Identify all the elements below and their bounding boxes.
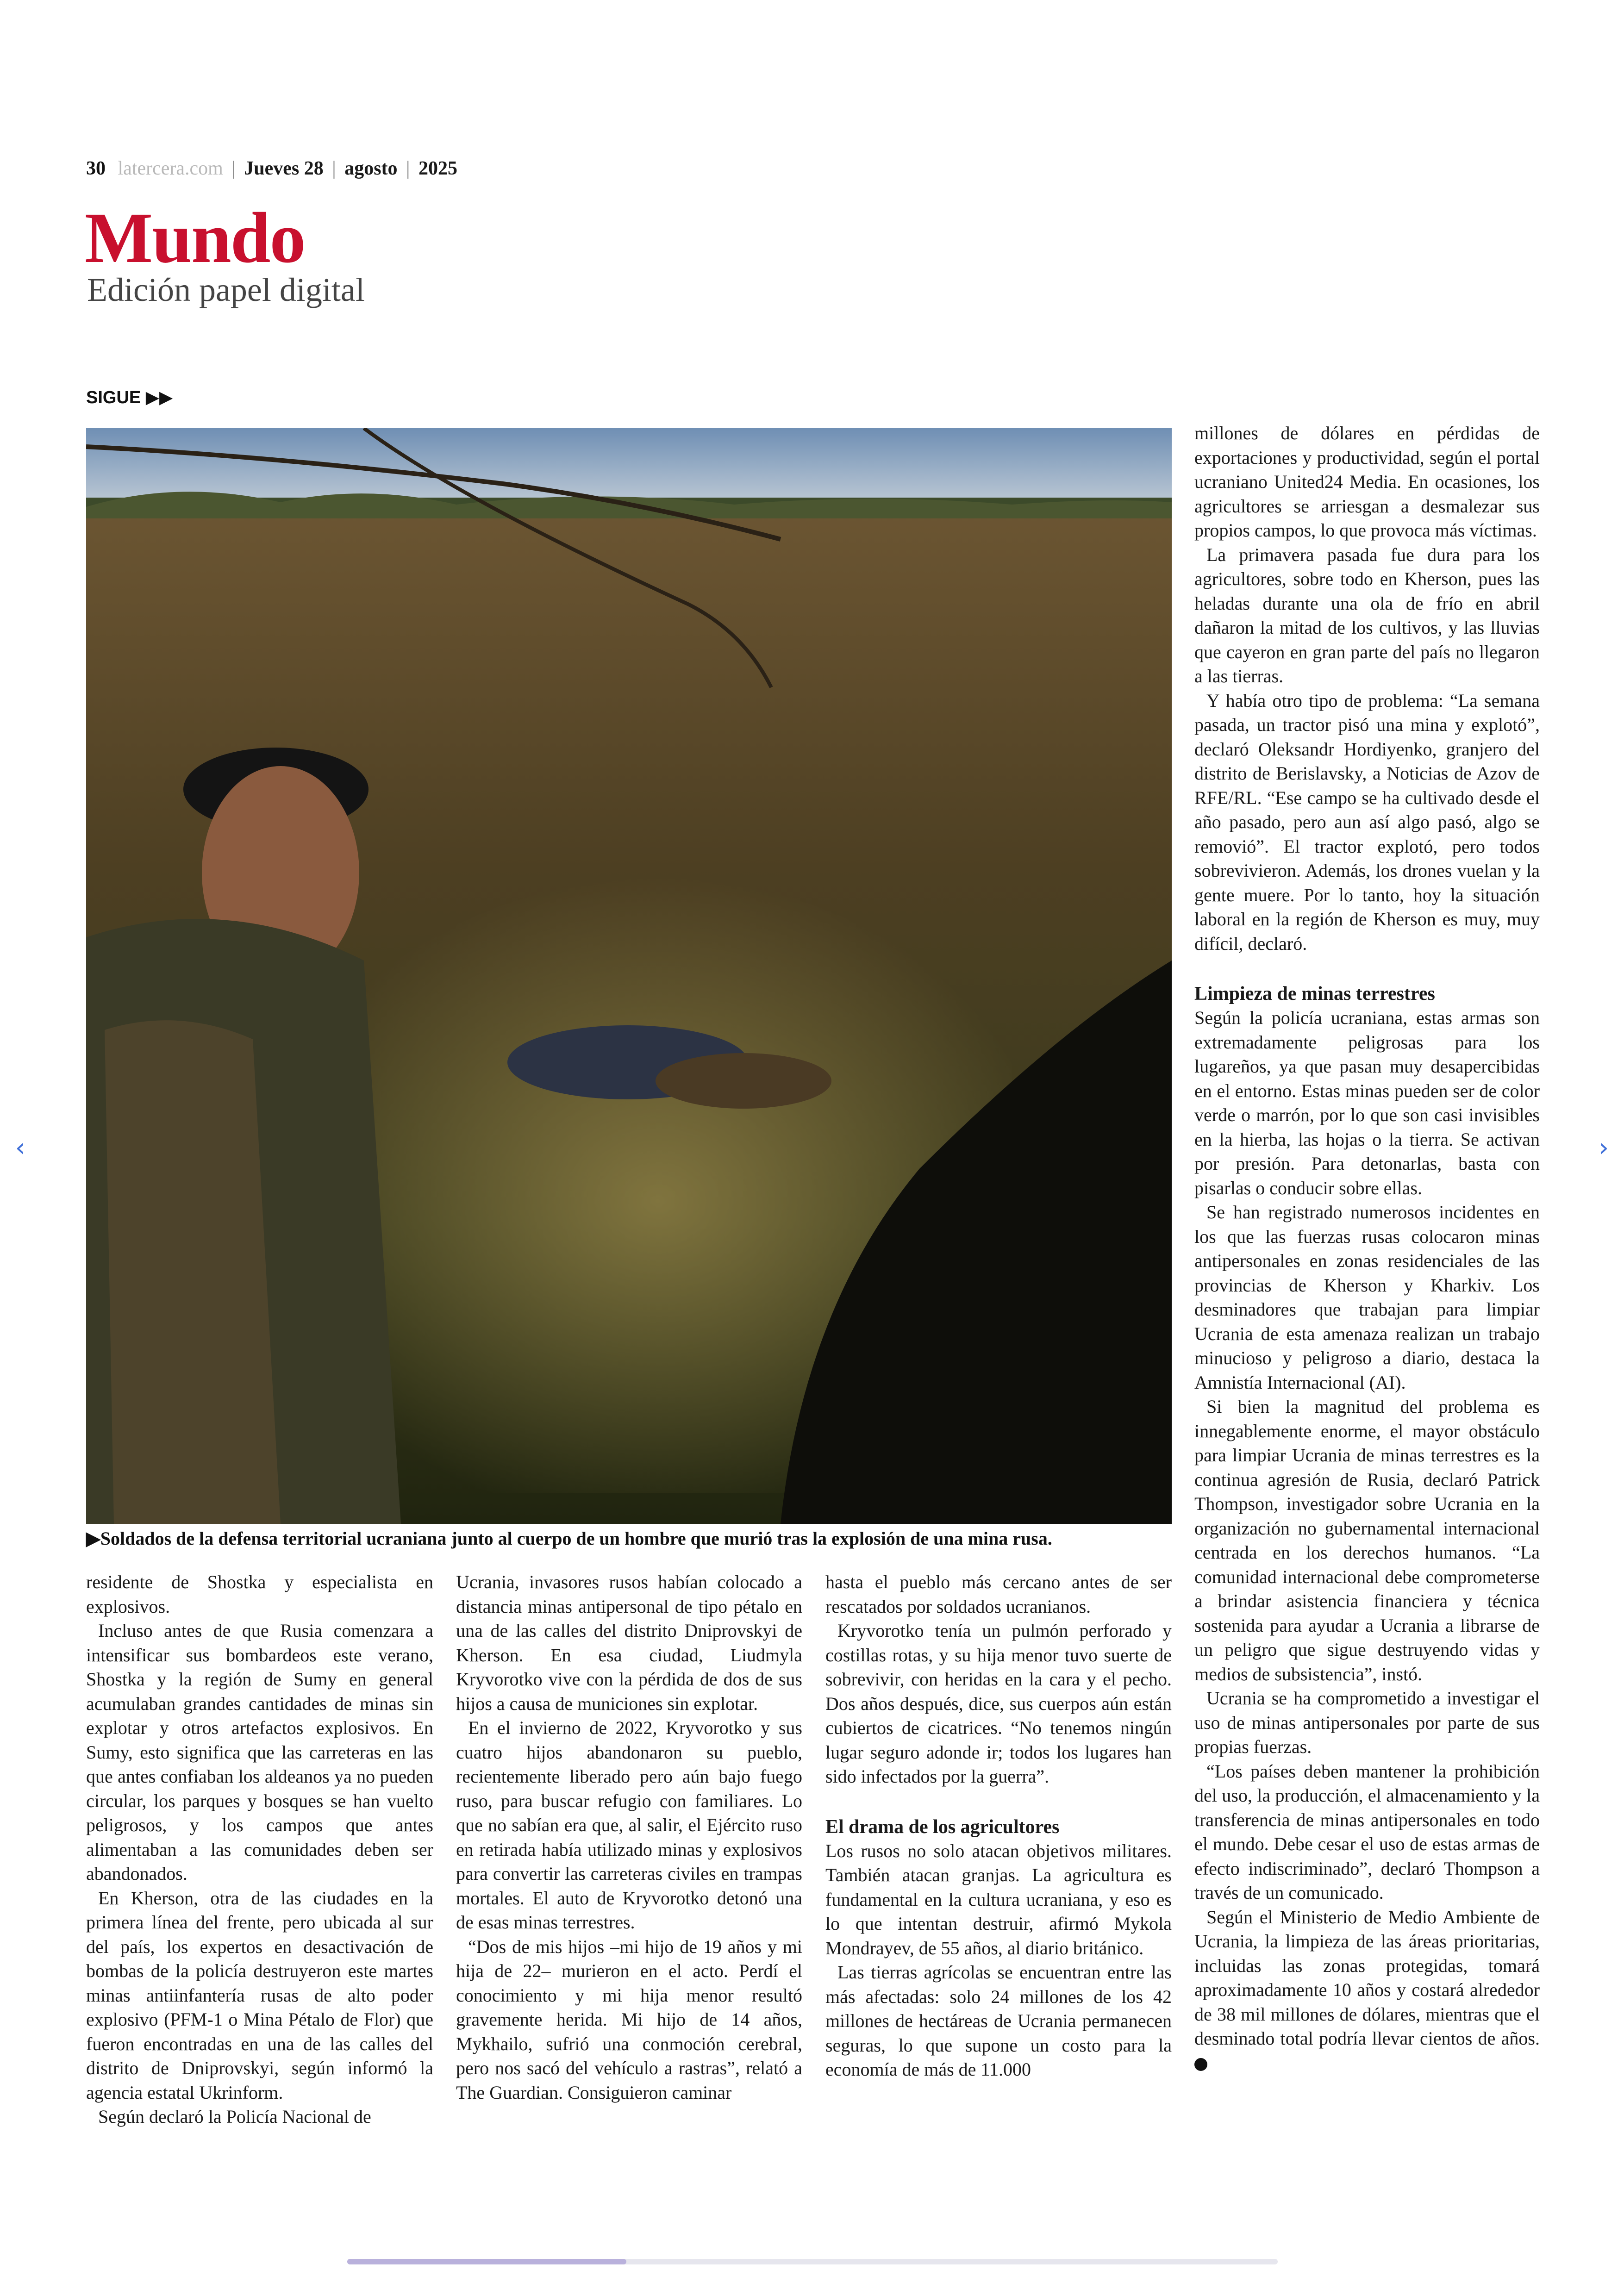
article-column-4 <box>1194 421 1540 2075</box>
paragraph: Ucrania, invasores rusos habían colocado a distancia minas antipersonal de tipo pétalo en una de las calles del distrito Dniprovskyi de Kherson. En esa ciudad, Liudmyla Kryvorotko vive con la pérdida de dos de sus hijos a causa de municiones sin explotar. <box>456 1572 802 1714</box>
section-title: Mundo <box>85 198 305 278</box>
chevron-left-icon[interactable]: ‹ <box>15 1133 26 1163</box>
chevron-right-icon[interactable]: › <box>1598 1133 1609 1163</box>
separator: | <box>231 158 236 179</box>
end-of-article-icon <box>1194 2058 1207 2071</box>
issue-day: Jueves 28 <box>244 158 324 179</box>
separator: | <box>406 158 410 179</box>
continues-label: SIGUE ▶▶ <box>86 388 173 407</box>
paragraph: En el invierno de 2022, Kryvorotko y sus cuatro hijos abandonaron su pueblo, recientemente liberado pero aún bajo fuego ruso, para buscar refugio con familiares. Lo que no sabían era que, al salir, el Ejército ruso en retirada había utilizado minas y explosivos para convertir las carreteras civiles en trampas mortales. El auto de Kryvorotko detonó una de esas minas terrestres. <box>456 1717 802 1933</box>
paragraph: Ucrania se ha comprometido a investigar el uso de minas antipersonales por parte de sus propias fuerzas. <box>1194 1688 1540 1757</box>
article-photo <box>86 428 1172 1524</box>
issue-month: agosto <box>344 158 398 179</box>
photo-illustration <box>86 428 1172 1524</box>
subheading: El drama de los agricultores <box>825 1816 1060 1838</box>
masthead <box>86 157 457 180</box>
paragraph: hasta el pueblo más cercano antes de ser rescatados por soldados ucranianos. <box>825 1572 1172 1617</box>
page-progress-bar[interactable] <box>347 2259 1278 2264</box>
paragraph: Los rusos no solo atacan objetivos militares. También atacan granjas. La agricultura es fundamental en la cultura ucraniana, y eso es lo que intentan destruir, afirmó Mykola Mondrayev, de 55 años, al diario británico. <box>825 1840 1172 1958</box>
article-column-2 <box>456 1570 802 2105</box>
issue-year: 2025 <box>418 158 457 179</box>
paragraph <box>1194 1905 1540 2076</box>
paragraph: La primavera pasada fue dura para los agricultores, sobre todo en Kherson, pues las heladas durante una ola de frío en abril dañaron la mitad de los cultivos, y las lluvias que cayeron en gran parte del país no llegaron a las tierras. <box>1194 544 1540 686</box>
subheading: Limpieza de minas terrestres <box>1194 983 1435 1004</box>
paragraph: Las tierras agrícolas se encuentran entre las más afectadas: solo 24 millones de los 42 millones de hectáreas de Ucrania permanecen seguras, lo que supone un costo para la economía de más de 11.000 <box>825 1962 1172 2080</box>
paragraph: Según la policía ucraniana, estas armas son extremadamente peligrosas para los lugareños, ya que pasan muy desapercibidas en el entorno. Estas minas pueden ser de color verde o marrón, por lo que son casi invisibles en la hierba, las hojas o la tierra. Se activan por presión. Para detonarlas, basta con pisarlas o conducir sobre ellas. <box>1194 1007 1540 1198</box>
paragraph: “Los países deben mantener la prohibición del uso, la producción, el almacenamiento y la transferencia de minas antipersonales en todo el mundo. Debe cesar el uso de estas armas de efecto indiscriminado”, declaró Thompson a través de un comunicado. <box>1194 1760 1540 1903</box>
separator: | <box>332 158 336 179</box>
paragraph: millones de dólares en pérdidas de exportaciones y productividad, según el portal ucraniano United24 Media. En ocasiones, los agricultores se arriesgan a desmalezar sus propios campos, lo que provoca más víctimas. <box>1194 423 1540 541</box>
final-paragraph-text: Según el Ministerio de Medio Ambiente de Ucrania, la limpieza de las áreas prioritarias, incluidas las zonas protegidas, tomará aproximadamente 10 años y costará alrededor de 38 mil millones de dólares, mientras que el desminado total podría llevar cientos de años. <box>1194 1906 1540 2049</box>
paragraph: En Kherson, otra de las ciudades en la primera línea del frente, pero ubicada al sur del país, los expertos en desactivación de bombas de la policía destruyeron este martes minas antiinfantería rusas de alto poder explosivo (PFM-1 o Mina Pétalo de Flor) que fueron encontradas en una de las calles del distrito de Dniprovskyi, según informó la agencia estatal Ukrinform. <box>86 1887 433 2103</box>
site-name: latercera.com <box>118 158 223 179</box>
page-progress-fill <box>347 2259 626 2264</box>
paragraph: Si bien la magnitud del problema es innegablemente enorme, el mayor obstáculo para limpiar Ucrania de minas terrestres es la continua agresión de Rusia, declaró Patrick Thompson, investigador sobre Ucrania en la organización no gubernamental internacional centrada en los derechos humanos. “La comunidad internacional debe comprometerse a brindar asistencia financiera y técnica sostenida para ayudar a Ucrania a librarse de un peligro que sigue destruyendo vidas y medios de subsistencia”, instó. <box>1194 1396 1540 1684</box>
article-column-3 <box>825 1570 1172 2082</box>
paragraph: Incluso antes de que Rusia comenzara a intensificar sus bombardeos este verano, Shostka y la región de Sumy en general acumulaban grandes cantidades de minas sin explotar y otros artefactos explosivos. En Sumy, esto significa que las carreteras en las que antes confiaban los aldeanos ya no pueden circular, los parques y bosques se han vuelto peligrosos, y los campos que antes alimentaban a las comunidades deben ser abandonados. <box>86 1620 433 1884</box>
section-subtitle: Edición papel digital <box>87 271 365 308</box>
paragraph: Kryvorotko tenía un pulmón perforado y costillas rotas, y su hija menor tuvo suerte de sobrevivir, con heridas en la cara y el pecho. Dos años después, dice, sus cuerpos aún están cubiertos de cicatrices. “No tenemos ningún lugar seguro adonde ir; todos los lugares han sido infectados por la guerra”. <box>825 1620 1172 1787</box>
paragraph: Y había otro tipo de problema: “La semana pasada, un tractor pisó una mina y explotó”, declaró Oleksandr Hordiyenko, granjero del distrito de Berislavsky, a Noticias de Azov de RFE/RL. “Ese campo se ha cultivado desde el año pasado, pero aun así algo pasó, algo se removió”. El tractor explotó, pero todos sobrevivieron. Además, los drones vuelan y la gente muere. Por lo tanto, hoy la situación laboral en la región de Kherson es muy, muy difícil, declaró. <box>1194 690 1540 954</box>
paragraph: “Dos de mis hijos –mi hijo de 19 años y mi hija de 22– murieron en el acto. Perdí el conocimiento y mi hija menor resultó gravemente herida. Mi hijo de 14 años, Mykhailo, sufrió una conmoción cerebral, pero nos sacó del vehículo a rastras”, relató a The Guardian. Consiguieron caminar <box>456 1936 802 2103</box>
photo-caption: ▶Soldados de la defensa territorial ucraniana junto al cuerpo de un hombre que murió tras la explosión de una mina rusa. <box>86 1528 1052 1549</box>
paragraph: residente de Shostka y especialista en explosivos. <box>86 1572 433 1617</box>
page-number: 30 <box>86 158 106 179</box>
paragraph: Según declaró la Policía Nacional de <box>98 2106 371 2127</box>
article-column-1 <box>86 1570 433 2129</box>
paragraph: Se han registrado numerosos incidentes en los que las fuerzas rusas colocaron minas antipersonales en zonas residenciales de las provincias de Kherson y Kharkiv. Los desminadores que trabajan para limpiar Ucrania de esta amenaza realizan un trabajo minucioso y peligroso a diario, destaca la Amnistía Internacional (AI). <box>1194 1202 1540 1393</box>
